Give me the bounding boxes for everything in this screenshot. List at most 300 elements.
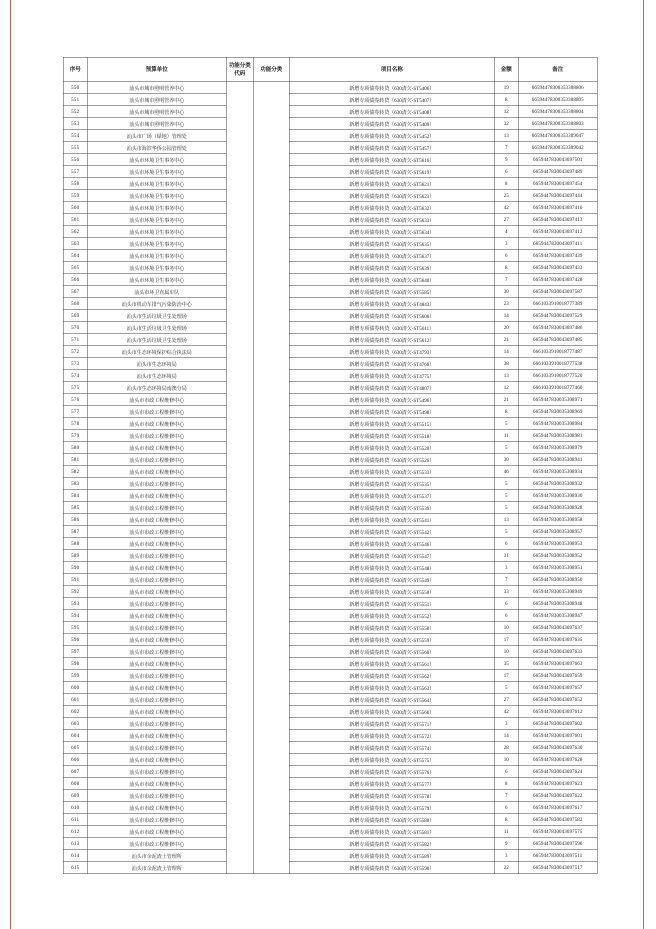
table-row: [63, 490, 597, 502]
table-row: [63, 466, 597, 478]
cell-amount: 7: [494, 274, 518, 286]
cell-serial: 590: [63, 562, 87, 574]
cell-project-name: 新增专项债券转贷（630清欠-ST5457）: [289, 142, 494, 154]
cell-note: 6659447830043697601: [518, 730, 597, 742]
cell-note: 6659447830035308949: [518, 586, 597, 598]
cell-amount: 27: [494, 694, 518, 706]
cell-serial: 560: [63, 202, 87, 214]
table-row: [63, 130, 597, 142]
cell-note: 6659447830043697612: [518, 706, 597, 718]
cell-amount: 8: [494, 778, 518, 790]
cell-serial: 591: [63, 574, 87, 586]
cell-amount: 17: [494, 670, 518, 682]
cell-note: 6659447830043697596: [518, 838, 597, 850]
cell-project-name: 新增专项债券转贷（630清欠-ST5619）: [289, 166, 494, 178]
cell-budget-unit: 汕头市市政工程维修中心: [87, 706, 226, 718]
table-row: [63, 706, 597, 718]
cell-serial: 592: [63, 586, 87, 598]
cell-budget-unit: 汕头市市政工程维修中心: [87, 490, 226, 502]
table-row: [63, 310, 597, 322]
table-row: [63, 502, 597, 514]
table-row: [63, 478, 597, 490]
cell-project-name: 新增专项债券转贷（630清欠-ST5575）: [289, 754, 494, 766]
cell-amount: 22: [494, 862, 518, 874]
cell-note: 6659447830043697628: [518, 754, 597, 766]
cell-amount: 6: [494, 802, 518, 814]
cell-amount: 6: [494, 598, 518, 610]
cell-serial: 606: [63, 754, 87, 766]
cell-serial: 570: [63, 322, 87, 334]
cell-budget-unit: 汕头市市政工程维修中心: [87, 454, 226, 466]
table-row: [63, 766, 597, 778]
cell-serial: 551: [63, 94, 87, 106]
table-row: [63, 622, 597, 634]
table-row: [63, 694, 597, 706]
cell-serial: 599: [63, 670, 87, 682]
cell-note: 6659447830043697575: [518, 826, 597, 838]
cell-note: 6659447830043697630: [518, 742, 597, 754]
cell-project-name: 新增专项债券转贷（630清欠-ST5452）: [289, 130, 494, 142]
cell-budget-unit: 汕头市市政工程维修中心: [87, 526, 226, 538]
cell-amount: 46: [494, 466, 518, 478]
cell-amount: 10: [494, 754, 518, 766]
cell-project-name: 新增专项债券转贷（630清欠-ST5578）: [289, 790, 494, 802]
table-row: [63, 274, 597, 286]
cell-project-name: 新增专项债券转贷（630清欠-ST5541）: [289, 514, 494, 526]
cell-serial: 614: [63, 850, 87, 862]
cell-serial: 612: [63, 826, 87, 838]
cell-budget-unit: 汕头市广场（绿地）管理处: [87, 130, 226, 142]
table-row: [63, 226, 597, 238]
cell-amount: 32: [494, 118, 518, 130]
cell-project-name: 新增专项债券转贷（630清欠-ST5546）: [289, 538, 494, 550]
cell-project-name: 新增专项债券转贷（630清欠-ST4775）: [289, 370, 494, 382]
cell-project-name: 新增专项债券转贷（630清欠-ST5639）: [289, 262, 494, 274]
cell-note: 6659447830043697413: [518, 214, 597, 226]
cell-project-name: 新增专项债券转贷（630清欠-ST5637）: [289, 250, 494, 262]
cell-budget-unit: 汕头市市政工程维修中心: [87, 790, 226, 802]
cell-amount: 14: [494, 730, 518, 742]
cell-amount: 6: [494, 610, 518, 622]
cell-project-name: 新增专项债券转贷（630清欠-ST5585）: [289, 286, 494, 298]
table-row: [63, 862, 597, 874]
cell-budget-unit: 汕头市环境卫生事务中心: [87, 238, 226, 250]
cell-serial: 556: [63, 154, 87, 166]
cell-serial: 559: [63, 190, 87, 202]
cell-note: 66594478300353309042: [518, 142, 597, 154]
col-header-project: 项目名称: [289, 57, 494, 82]
cell-amount: 10: [494, 646, 518, 658]
table-row: [63, 262, 597, 274]
cell-amount: 20: [494, 322, 518, 334]
cell-budget-unit: 汕头市市政工程维修中心: [87, 562, 226, 574]
cell-amount: 14: [494, 346, 518, 358]
cell-note: 6659447830043697582: [518, 814, 597, 826]
cell-serial: 565: [63, 262, 87, 274]
cell-serial: 598: [63, 658, 87, 670]
cell-note: 6659447830035308951: [518, 562, 597, 574]
cell-amount: 31: [494, 550, 518, 562]
cell-note: 66594478300353308806: [518, 82, 597, 94]
cell-note: 6659447830035308950: [518, 574, 597, 586]
cell-amount: 35: [494, 658, 518, 670]
cell-budget-unit: 汕头市生活垃圾卫生处理场: [87, 310, 226, 322]
margin-guide-right: [643, 0, 644, 929]
table-row: [63, 202, 597, 214]
cell-amount: 21: [494, 394, 518, 406]
cell-budget-unit: 汕头市环境卫生事务中心: [87, 274, 226, 286]
budget-table: [63, 57, 598, 874]
cell-serial: 557: [63, 166, 87, 178]
cell-project-name: 新增专项债券转贷（630清欠-ST5515）: [289, 418, 494, 430]
cell-amount: 10: [494, 622, 518, 634]
cell-serial: 595: [63, 622, 87, 634]
cell-serial: 601: [63, 694, 87, 706]
cell-amount: 4: [494, 226, 518, 238]
cell-amount: 13: [494, 130, 518, 142]
cell-note: 66594478300353309047: [518, 130, 597, 142]
table-row: [63, 826, 597, 838]
col-header-note: 备注: [518, 57, 597, 82]
cell-note: 6659447830043697602: [518, 718, 597, 730]
cell-budget-unit: 汕头市环境卫生事务中心: [87, 202, 226, 214]
cell-budget-unit: 汕头市环境卫生事务中心: [87, 166, 226, 178]
cell-serial: 600: [63, 682, 87, 694]
cell-project-name: 新增专项债券转贷（630清欠-ST5616）: [289, 154, 494, 166]
cell-budget-unit: 汕头市市政工程维修中心: [87, 658, 226, 670]
cell-note: 6659447830035308928: [518, 502, 597, 514]
cell-func-class-empty: [253, 82, 289, 874]
col-header-serial: 序号: [63, 57, 87, 82]
table-row: [63, 574, 597, 586]
cell-note: 6659447830043697624: [518, 766, 597, 778]
cell-budget-unit: 汕头市市政工程维修中心: [87, 682, 226, 694]
cell-project-name: 新增专项债券转贷（630清欠-ST5606）: [289, 310, 494, 322]
cell-budget-unit: 汕头市生态环境保护综合执法局: [87, 346, 226, 358]
cell-project-name: 新增专项债券转贷（630清欠-ST5590）: [289, 862, 494, 874]
cell-project-name: 新增专项债券转贷（630清欠-ST5558）: [289, 622, 494, 634]
table-row: [63, 382, 597, 394]
cell-serial: 580: [63, 442, 87, 454]
table-row: [63, 526, 597, 538]
cell-project-name: 新增专项债券转贷（630清欠-ST5589）: [289, 850, 494, 862]
cell-note: 66594478300353308803: [518, 118, 597, 130]
cell-serial: 594: [63, 610, 87, 622]
cell-amount: 8: [494, 406, 518, 418]
cell-note: 6659447830043697663: [518, 658, 597, 670]
cell-project-name: 新增专项债券转贷（630清欠-ST5552）: [289, 610, 494, 622]
cell-amount: 7: [494, 574, 518, 586]
cell-project-name: 新增专项债券转贷（630清欠-ST5635）: [289, 238, 494, 250]
cell-project-name: 新增专项债券转贷（630清欠-ST5572）: [289, 730, 494, 742]
cell-budget-unit: 汕头市生态环境局: [87, 358, 226, 370]
cell-budget-unit: 汕头市市政工程维修中心: [87, 430, 226, 442]
table-row: [63, 346, 597, 358]
table-row: [63, 802, 597, 814]
cell-serial: 564: [63, 250, 87, 262]
cell-note: 6659447830043697454: [518, 178, 597, 190]
cell-serial: 613: [63, 838, 87, 850]
cell-amount: 23: [494, 298, 518, 310]
cell-project-name: 新增专项债券转贷（630清欠-ST5582）: [289, 838, 494, 850]
cell-amount: 8: [494, 262, 518, 274]
cell-serial: 553: [63, 118, 87, 130]
cell-note: 6659447830035308952: [518, 550, 597, 562]
cell-note: 6659447830043697486: [518, 322, 597, 334]
cell-serial: 576: [63, 394, 87, 406]
table-row: [63, 814, 597, 826]
cell-amount: 5: [494, 478, 518, 490]
cell-budget-unit: 汕头市环卫直属车队: [87, 286, 226, 298]
cell-amount: 6: [494, 766, 518, 778]
table-row: [63, 94, 597, 106]
cell-serial: 583: [63, 478, 87, 490]
cell-project-name: 新增专项债券转贷（630清欠-ST4843）: [289, 298, 494, 310]
table-row: [63, 178, 597, 190]
cell-serial: 575: [63, 382, 87, 394]
table-row: [63, 82, 597, 94]
cell-budget-unit: 汕头市市政工程维修中心: [87, 442, 226, 454]
cell-project-name: 新增专项债券转贷（630清欠-ST5561）: [289, 658, 494, 670]
cell-amount: 7: [494, 790, 518, 802]
cell-amount: 25: [494, 190, 518, 202]
cell-budget-unit: 汕头市环境卫生事务中心: [87, 154, 226, 166]
cell-note: 6659447830035308984: [518, 418, 597, 430]
cell-serial: 561: [63, 214, 87, 226]
cell-project-name: 新增专项债券转贷（630清欠-ST5535）: [289, 478, 494, 490]
cell-project-name: 新增专项债券转贷（630清欠-ST5542）: [289, 526, 494, 538]
table-row: [63, 286, 597, 298]
table-row: [63, 514, 597, 526]
table-row: [63, 562, 597, 574]
cell-serial: 608: [63, 778, 87, 790]
cell-serial: 552: [63, 106, 87, 118]
cell-note: 6659447830043697439: [518, 250, 597, 262]
cell-budget-unit: 汕头市市政工程维修中心: [87, 502, 226, 514]
cell-serial: 581: [63, 454, 87, 466]
cell-func-code-empty: [226, 82, 253, 874]
cell-project-name: 新增专项债券转贷（630清欠-ST5640）: [289, 274, 494, 286]
cell-budget-unit: 汕头市城市照明管养中心: [87, 118, 226, 130]
cell-note: 6659447830043697411: [518, 238, 597, 250]
cell-serial: 611: [63, 814, 87, 826]
cell-project-name: 新增专项债券转贷（630清欠-ST5496）: [289, 394, 494, 406]
table-row: [63, 238, 597, 250]
cell-budget-unit: 汕头市市政工程维修中心: [87, 478, 226, 490]
col-header-func-code: 功能分类代码: [226, 57, 253, 82]
cell-budget-unit: 汕头市市政工程维修中心: [87, 778, 226, 790]
cell-amount: 5: [494, 490, 518, 502]
cell-amount: 9: [494, 838, 518, 850]
cell-amount: 13: [494, 514, 518, 526]
table-row: [63, 790, 597, 802]
cell-note: 6659447830035308957: [518, 526, 597, 538]
cell-note: 6661033910018777460: [518, 382, 597, 394]
cell-amount: 12: [494, 382, 518, 394]
cell-serial: 569: [63, 310, 87, 322]
table-row: [63, 418, 597, 430]
cell-project-name: 新增专项债券转贷（630清欠-ST5562）: [289, 670, 494, 682]
cell-project-name: 新增专项债券转贷（630清欠-ST5551）: [289, 598, 494, 610]
table-row: [63, 730, 597, 742]
cell-serial: 588: [63, 538, 87, 550]
cell-serial: 555: [63, 142, 87, 154]
cell-serial: 563: [63, 238, 87, 250]
table-row: [63, 154, 597, 166]
cell-serial: 586: [63, 514, 87, 526]
cell-project-name: 新增专项债券转贷（630清欠-ST5526）: [289, 454, 494, 466]
cell-amount: 21: [494, 334, 518, 346]
cell-budget-unit: 汕头市环境卫生事务中心: [87, 178, 226, 190]
cell-serial: 554: [63, 130, 87, 142]
cell-project-name: 新增专项债券转贷（630清欠-ST5550）: [289, 586, 494, 598]
cell-project-name: 新增专项债券转贷（630清欠-ST4793）: [289, 346, 494, 358]
cell-note: 6661033910018777538: [518, 358, 597, 370]
cell-note: 6659447830035308969: [518, 406, 597, 418]
table-row: [63, 442, 597, 454]
table-row: [63, 634, 597, 646]
cell-project-name: 新增专项债券转贷（630清欠-ST5633）: [289, 214, 494, 226]
cell-amount: 30: [494, 454, 518, 466]
table-row: [63, 454, 597, 466]
cell-serial: 578: [63, 418, 87, 430]
cell-project-name: 新增专项债券转贷（630清欠-ST5537）: [289, 490, 494, 502]
cell-note: 6659447830043697489: [518, 166, 597, 178]
cell-note: 6661033910018777487: [518, 346, 597, 358]
cell-serial: 577: [63, 406, 87, 418]
cell-note: 6659447830035308947: [518, 610, 597, 622]
cell-note: 6659447830035308930: [518, 490, 597, 502]
cell-budget-unit: 汕头市市政工程维修中心: [87, 646, 226, 658]
cell-serial: 584: [63, 490, 87, 502]
cell-note: 6659447830043697657: [518, 682, 597, 694]
cell-project-name: 新增专项债券转贷（630清欠-ST5576）: [289, 766, 494, 778]
cell-project-name: 新增专项债券转贷（630清欠-ST5407）: [289, 94, 494, 106]
cell-project-name: 新增专项债券转贷（630清欠-ST5539）: [289, 502, 494, 514]
cell-budget-unit: 汕头市余泥渣土管理所: [87, 850, 226, 862]
cell-serial: 597: [63, 646, 87, 658]
cell-serial: 605: [63, 742, 87, 754]
cell-budget-unit: 汕头市市政工程维修中心: [87, 514, 226, 526]
cell-budget-unit: 汕头市市政工程维修中心: [87, 406, 226, 418]
cell-note: 6659447830043697652: [518, 694, 597, 706]
table-row: [63, 742, 597, 754]
cell-note: 6659447830043697529: [518, 310, 597, 322]
table-row: [63, 430, 597, 442]
cell-amount: 5: [494, 526, 518, 538]
table-row: [63, 334, 597, 346]
cell-amount: 5: [494, 418, 518, 430]
cell-serial: 609: [63, 790, 87, 802]
cell-budget-unit: 汕头市市政工程维修中心: [87, 550, 226, 562]
cell-budget-unit: 汕头市环境卫生事务中心: [87, 226, 226, 238]
cell-note: 6659447830035308958: [518, 514, 597, 526]
cell-budget-unit: 汕头市机动车排气污染防治中心: [87, 298, 226, 310]
cell-amount: 13: [494, 370, 518, 382]
table-row: [63, 250, 597, 262]
table-row: [63, 358, 597, 370]
cell-amount: 19: [494, 82, 518, 94]
cell-serial: 566: [63, 274, 87, 286]
cell-note: 6659447830035308971: [518, 394, 597, 406]
cell-serial: 603: [63, 718, 87, 730]
cell-note: 6659447830043697617: [518, 802, 597, 814]
cell-budget-unit: 汕头市市政工程维修中心: [87, 418, 226, 430]
cell-project-name: 新增专项债券转贷（630清欠-ST5577）: [289, 778, 494, 790]
cell-budget-unit: 汕头市城市照明管养中心: [87, 94, 226, 106]
cell-budget-unit: 汕头市市政工程维修中心: [87, 598, 226, 610]
cell-note: 6659447830043697517: [518, 862, 597, 874]
cell-amount: 3: [494, 718, 518, 730]
cell-project-name: 新增专项债券转贷（630清欠-ST5559）: [289, 634, 494, 646]
cell-note: 6659447830043697622: [518, 790, 597, 802]
cell-budget-unit: 汕头市市政工程维修中心: [87, 610, 226, 622]
cell-project-name: 新增专项债券转贷（630清欠-ST5612）: [289, 334, 494, 346]
cell-project-name: 新增专项债券转贷（630清欠-ST4768）: [289, 358, 494, 370]
cell-project-name: 新增专项债券转贷（630清欠-ST5533）: [289, 466, 494, 478]
cell-note: 6659447830043697428: [518, 274, 597, 286]
cell-amount: 8: [494, 178, 518, 190]
cell-amount: 3: [494, 238, 518, 250]
cell-note: 6659447830035308953: [518, 538, 597, 550]
cell-serial: 572: [63, 346, 87, 358]
cell-amount: 5: [494, 502, 518, 514]
table-row: [63, 838, 597, 850]
cell-note: 6659447830043697635: [518, 634, 597, 646]
cell-project-name: 新增专项债券转贷（630清欠-ST5632）: [289, 202, 494, 214]
cell-serial: 604: [63, 730, 87, 742]
cell-budget-unit: 汕头市生态环境局: [87, 370, 226, 382]
cell-budget-unit: 汕头市生活垃圾卫生处理场: [87, 334, 226, 346]
cell-serial: 573: [63, 358, 87, 370]
cell-budget-unit: 汕头市环境卫生事务中心: [87, 262, 226, 274]
cell-serial: 571: [63, 334, 87, 346]
cell-budget-unit: 汕头市环境卫生事务中心: [87, 250, 226, 262]
table-row: [63, 670, 597, 682]
table-row: [63, 754, 597, 766]
cell-amount: 38: [494, 358, 518, 370]
col-header-unit: 预算单位: [87, 57, 226, 82]
cell-note: 6659447830035308934: [518, 466, 597, 478]
cell-serial: 585: [63, 502, 87, 514]
cell-project-name: 新增专项债券转贷（630清欠-ST5611）: [289, 322, 494, 334]
cell-project-name: 新增专项债券转贷（630清欠-ST5406）: [289, 82, 494, 94]
col-header-amount: 金额: [494, 57, 518, 82]
cell-project-name: 新增专项债券转贷（630清欠-ST5571）: [289, 718, 494, 730]
cell-project-name: 新增专项债券转贷（630清欠-ST5547）: [289, 550, 494, 562]
cell-serial: 607: [63, 766, 87, 778]
table-header-row: [63, 57, 597, 82]
table-row: [63, 322, 597, 334]
cell-amount: 7: [494, 142, 518, 154]
cell-budget-unit: 汕头市海滨华侨公园管理处: [87, 142, 226, 154]
cell-serial: 615: [63, 862, 87, 874]
cell-project-name: 新增专项债券转贷（630清欠-ST5566）: [289, 706, 494, 718]
cell-amount: 6: [494, 538, 518, 550]
cell-note: 66594478300353308804: [518, 106, 597, 118]
cell-budget-unit: 汕头市市政工程维修中心: [87, 694, 226, 706]
cell-project-name: 新增专项债券转贷（630清欠-ST5518）: [289, 430, 494, 442]
cell-budget-unit: 汕头市市政工程维修中心: [87, 718, 226, 730]
cell-amount: 5: [494, 682, 518, 694]
cell-amount: 6: [494, 250, 518, 262]
cell-note: 6661033910018777389: [518, 298, 597, 310]
cell-budget-unit: 汕头市市政工程维修中心: [87, 670, 226, 682]
cell-project-name: 新增专项债券转贷（630清欠-ST5560）: [289, 646, 494, 658]
cell-amount: 42: [494, 706, 518, 718]
table-row: [63, 142, 597, 154]
cell-serial: 602: [63, 706, 87, 718]
